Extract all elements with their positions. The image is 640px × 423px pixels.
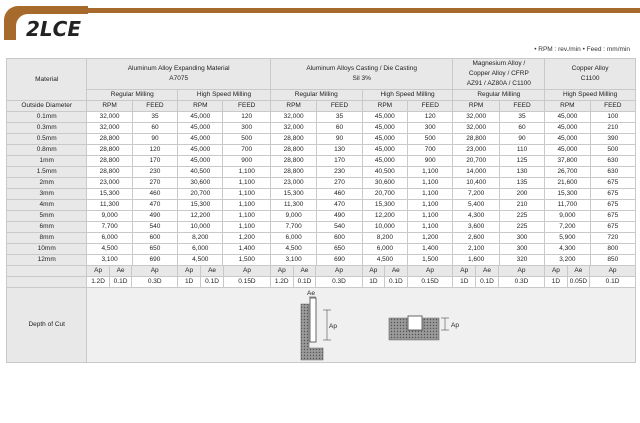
table-row [7, 200, 636, 211]
ae-label: Ae [307, 290, 316, 297]
outside-diameter-label: Outside Diameter [7, 101, 87, 112]
rpm-header: RPM [87, 101, 132, 112]
value-cell: 32,000 [453, 123, 499, 134]
value-cell: 300 [499, 233, 544, 244]
diameter-cell: 4mm [7, 200, 87, 211]
value-cell: 60 [499, 123, 544, 134]
value-cell: 6,000 [87, 233, 132, 244]
mode-header-row [7, 90, 636, 101]
value-cell: 2,600 [453, 233, 499, 244]
value-cell: 900 [223, 156, 270, 167]
depth-value: Ap [453, 266, 476, 276]
value-cell: 15,300 [362, 200, 407, 211]
value-cell: 460 [132, 189, 177, 200]
value-cell: 1,100 [408, 189, 453, 200]
depth-of-cut-diagram [87, 288, 635, 362]
value-cell: 12,200 [362, 211, 407, 222]
value-cell: 1,100 [223, 211, 270, 222]
value-cell: 45,000 [362, 112, 407, 123]
value-cell: 390 [590, 134, 635, 145]
table-row [7, 167, 636, 178]
table-row [7, 244, 636, 255]
value-cell: 130 [317, 145, 362, 156]
value-cell: 130 [499, 167, 544, 178]
value-cell: 20,700 [178, 189, 223, 200]
value-cell: 4,300 [453, 211, 499, 222]
feed-header: FEED [317, 101, 362, 112]
value-cell: 1,100 [408, 211, 453, 222]
depth-value: 0.3D [332, 278, 346, 285]
side-milling-icon [301, 297, 331, 360]
value-cell: 270 [132, 178, 177, 189]
value-cell: 500 [590, 145, 635, 156]
depth-group-cell [362, 277, 453, 288]
material-header-4: Copper Alloy C1100 [545, 59, 636, 90]
value-cell: 500 [223, 134, 270, 145]
value-cell: 3,100 [87, 255, 132, 266]
brand-bar [30, 8, 640, 13]
depth-group-cell [87, 266, 178, 277]
value-cell: 45,000 [545, 123, 590, 134]
value-cell: 1,600 [453, 255, 499, 266]
value-cell: 35 [499, 112, 544, 123]
depth-value: 1D [545, 277, 567, 287]
value-cell: 1,100 [408, 200, 453, 211]
value-cell: 100 [590, 112, 635, 123]
value-cell: 15,300 [178, 200, 223, 211]
value-cell: 675 [590, 189, 635, 200]
mode-regular: Regular Milling [270, 90, 362, 101]
value-cell: 10,400 [453, 178, 499, 189]
value-cell: 1,200 [408, 233, 453, 244]
depth-value: Ap [517, 267, 526, 274]
value-cell: 28,800 [87, 145, 132, 156]
value-cell: 3,200 [545, 255, 590, 266]
depth-group-cell [178, 277, 271, 288]
value-cell: 135 [499, 178, 544, 189]
rpm-header: RPM [453, 101, 499, 112]
table-row [7, 211, 636, 222]
value-cell: 600 [317, 233, 362, 244]
value-cell: 45,000 [362, 156, 407, 167]
value-cell: 45,000 [178, 123, 223, 134]
value-cell: 32,000 [453, 112, 499, 123]
mode-regular: Regular Milling [87, 90, 178, 101]
depth-value: Ae [294, 266, 317, 276]
diameter-cell: 6mm [7, 222, 87, 233]
depth-value: 0.1D [110, 277, 132, 287]
value-cell: 7,200 [545, 222, 590, 233]
table-row [7, 112, 636, 123]
value-cell: 7,200 [453, 189, 499, 200]
value-cell: 170 [317, 156, 362, 167]
value-cell: 4,500 [178, 255, 223, 266]
depth-value: 0.15D [421, 278, 439, 285]
value-cell: 675 [590, 211, 635, 222]
value-cell: 675 [590, 200, 635, 211]
value-cell: 300 [499, 244, 544, 255]
diameter-cell: 8mm [7, 233, 87, 244]
depth-group-cell [87, 277, 178, 288]
value-cell: 210 [590, 123, 635, 134]
value-cell: 6,000 [270, 233, 316, 244]
value-cell: 23,000 [270, 178, 316, 189]
value-cell: 200 [499, 189, 544, 200]
value-cell: 700 [408, 145, 453, 156]
diameter-cell: 0.5mm [7, 134, 87, 145]
value-cell: 675 [590, 178, 635, 189]
value-cell: 690 [317, 255, 362, 266]
depth-group-cell [545, 266, 636, 277]
diameter-cell: 2mm [7, 178, 87, 189]
value-cell: 800 [590, 244, 635, 255]
depth-value: 1.2D [87, 277, 109, 287]
value-cell: 1,400 [408, 244, 453, 255]
value-cell: 650 [317, 244, 362, 255]
value-cell: 1,100 [223, 178, 270, 189]
depth-of-cut-label: Depth of Cut [7, 288, 87, 363]
value-cell: 225 [499, 211, 544, 222]
depth-value: Ae [385, 266, 407, 276]
mode-high-speed: High Speed Milling [545, 90, 636, 101]
value-cell: 32,000 [87, 112, 132, 123]
value-cell: 15,300 [270, 189, 316, 200]
ap-label: Ap [329, 323, 338, 330]
value-cell: 90 [317, 134, 362, 145]
value-cell: 1,200 [223, 233, 270, 244]
depth-value: 0.3D [147, 278, 162, 285]
value-cell: 23,000 [453, 145, 499, 156]
depth-group-cell [270, 266, 362, 277]
depth-value: 0.1D [605, 278, 620, 285]
value-cell: 1,500 [223, 255, 270, 266]
value-cell: 21,600 [545, 178, 590, 189]
value-cell: 125 [499, 156, 544, 167]
value-cell: 15,300 [87, 189, 132, 200]
value-cell: 2,100 [453, 244, 499, 255]
table-row [7, 189, 636, 200]
value-cell: 37,800 [545, 156, 590, 167]
feed-header: FEED [408, 101, 453, 112]
value-cell: 490 [132, 211, 177, 222]
slot-milling-icon [389, 316, 449, 340]
value-cell: 12,200 [178, 211, 223, 222]
value-cell: 630 [590, 167, 635, 178]
depth-value: Ap [426, 267, 434, 274]
value-cell: 32,000 [87, 123, 132, 134]
value-cell: 45,000 [178, 156, 223, 167]
depth-value: Ae [568, 266, 590, 276]
ap-ae-header-row [7, 266, 636, 277]
sub-header-row [7, 101, 636, 112]
value-cell: 225 [499, 222, 544, 233]
blank-cell [7, 266, 87, 277]
value-cell: 45,000 [178, 145, 223, 156]
page-title: 2LCE [26, 17, 81, 41]
table-row [7, 233, 636, 244]
table-row [7, 145, 636, 156]
depth-group-cell [362, 266, 453, 277]
depth-group-cell [270, 277, 362, 288]
rpm-header: RPM [270, 101, 316, 112]
diameter-cell: 12mm [7, 255, 87, 266]
value-cell: 4,500 [362, 255, 407, 266]
depth-value: 0.15D [238, 278, 256, 285]
value-cell: 540 [317, 222, 362, 233]
value-cell: 6,000 [362, 244, 407, 255]
depth-value: 0.1D [294, 277, 317, 287]
value-cell: 28,800 [87, 134, 132, 145]
value-cell: 45,000 [362, 123, 407, 134]
value-cell: 10,000 [178, 222, 223, 233]
value-cell: 700 [223, 145, 270, 156]
value-cell: 45,000 [178, 112, 223, 123]
depth-value: 0.05D [568, 277, 590, 287]
value-cell: 650 [132, 244, 177, 255]
value-cell: 35 [132, 112, 177, 123]
value-cell: 4,300 [545, 244, 590, 255]
ap-label: Ap [451, 322, 460, 329]
depth-value: Ap [545, 266, 567, 276]
diameter-cell: 0.1mm [7, 112, 87, 123]
value-cell: 1,500 [408, 255, 453, 266]
depth-value: 1D [453, 277, 476, 287]
depth-value: 1D [363, 277, 385, 287]
value-cell: 28,800 [453, 134, 499, 145]
depth-value: 0.1D [385, 277, 407, 287]
depth-value: Ap [271, 266, 294, 276]
value-cell: 270 [317, 178, 362, 189]
cutting-conditions-table [6, 58, 636, 363]
rpm-header: RPM [362, 101, 407, 112]
value-cell: 1,100 [223, 222, 270, 233]
value-cell: 9,000 [545, 211, 590, 222]
value-cell: 90 [499, 134, 544, 145]
value-cell: 45,000 [362, 134, 407, 145]
value-cell: 32,000 [270, 123, 316, 134]
mode-high-speed: High Speed Milling [362, 90, 453, 101]
depth-group-cell [453, 266, 545, 277]
value-cell: 470 [132, 200, 177, 211]
value-cell: 60 [317, 123, 362, 134]
depth-value: Ap [178, 266, 201, 276]
value-cell: 230 [132, 167, 177, 178]
depth-value: Ap [363, 266, 385, 276]
depth-group-cell [545, 277, 636, 288]
value-cell: 900 [408, 156, 453, 167]
value-cell: 600 [132, 233, 177, 244]
value-cell: 20,700 [453, 156, 499, 167]
value-cell: 45,000 [362, 145, 407, 156]
value-cell: 28,800 [270, 156, 316, 167]
diameter-cell: 1mm [7, 156, 87, 167]
value-cell: 4,500 [87, 244, 132, 255]
diagram-wrap [87, 288, 635, 362]
value-cell: 23,000 [87, 178, 132, 189]
depth-value: Ap [608, 267, 617, 274]
depth-diagram-cell [87, 288, 636, 363]
diameter-cell: 1.5mm [7, 167, 87, 178]
value-cell: 32,000 [270, 112, 316, 123]
value-cell: 120 [408, 112, 453, 123]
table-row [7, 255, 636, 266]
value-cell: 26,700 [545, 167, 590, 178]
value-cell: 1,100 [408, 167, 453, 178]
value-cell: 30,600 [178, 178, 223, 189]
value-cell: 540 [132, 222, 177, 233]
depth-value: Ae [201, 266, 224, 276]
diameter-cell: 0.3mm [7, 123, 87, 134]
value-cell: 110 [499, 145, 544, 156]
value-cell: 1,100 [223, 189, 270, 200]
value-cell: 7,700 [270, 222, 316, 233]
diameter-cell: 0.8mm [7, 145, 87, 156]
value-cell: 300 [408, 123, 453, 134]
value-cell: 470 [317, 200, 362, 211]
material-header-1: Aluminum Alloy Expanding Material A7075 [87, 59, 271, 90]
value-cell: 720 [590, 233, 635, 244]
value-cell: 3,600 [453, 222, 499, 233]
value-cell: 30,600 [362, 178, 407, 189]
feed-header: FEED [132, 101, 177, 112]
diameter-cell: 5mm [7, 211, 87, 222]
value-cell: 15,300 [545, 189, 590, 200]
depth-value: Ap [150, 267, 159, 274]
depth-value: Ap [335, 267, 343, 274]
value-cell: 40,500 [178, 167, 223, 178]
value-cell: 1,100 [223, 167, 270, 178]
value-cell: 40,500 [362, 167, 407, 178]
value-cell: 3,100 [270, 255, 316, 266]
value-cell: 460 [317, 189, 362, 200]
value-cell: 45,000 [545, 134, 590, 145]
depth-value: Ae [476, 266, 499, 276]
depth-of-cut-row [7, 288, 636, 363]
depth-value: 1.2D [271, 277, 294, 287]
blank-cell [7, 277, 87, 288]
depth-group-cell [453, 277, 545, 288]
material-header-2: Aluminum Alloys Casting / Die Casting Sil 3% [270, 59, 453, 90]
rpm-header: RPM [178, 101, 223, 112]
value-cell: 630 [590, 156, 635, 167]
value-cell: 1,400 [223, 244, 270, 255]
depth-value: Ap [87, 266, 109, 276]
value-cell: 11,300 [270, 200, 316, 211]
value-cell: 5,900 [545, 233, 590, 244]
depth-value: 1D [178, 277, 201, 287]
value-cell: 9,000 [270, 211, 316, 222]
table-row [7, 178, 636, 189]
ap-ae-value-row [7, 277, 636, 288]
value-cell: 1,100 [408, 178, 453, 189]
material-label: Material [7, 59, 87, 101]
table-row [7, 123, 636, 134]
depth-value: 0.1D [476, 277, 499, 287]
value-cell: 11,300 [87, 200, 132, 211]
rpm-header: RPM [545, 101, 590, 112]
mode-high-speed: High Speed Milling [178, 90, 271, 101]
value-cell: 20,700 [362, 189, 407, 200]
material-header-3: Magnesium Alloy / Copper Alloy / CFRP AZ91 / AZ80A / C1100 [453, 59, 545, 90]
value-cell: 28,800 [87, 156, 132, 167]
table-row [7, 156, 636, 167]
value-cell: 45,000 [178, 134, 223, 145]
value-cell: 230 [317, 167, 362, 178]
value-cell: 14,000 [453, 167, 499, 178]
value-cell: 10,000 [362, 222, 407, 233]
value-cell: 6,000 [178, 244, 223, 255]
value-cell: 1,100 [408, 222, 453, 233]
value-cell: 28,800 [270, 145, 316, 156]
value-cell: 11,700 [545, 200, 590, 211]
table-row [7, 222, 636, 233]
value-cell: 210 [499, 200, 544, 211]
value-cell: 5,400 [453, 200, 499, 211]
value-cell: 35 [317, 112, 362, 123]
depth-value: 0.1D [201, 277, 224, 287]
value-cell: 8,200 [362, 233, 407, 244]
depth-group-cell [178, 266, 271, 277]
depth-value: 0.3D [514, 278, 529, 285]
value-cell: 490 [317, 211, 362, 222]
brand-header [0, 0, 640, 44]
value-cell: 120 [132, 145, 177, 156]
value-cell: 690 [132, 255, 177, 266]
feed-header: FEED [499, 101, 544, 112]
table-row [7, 134, 636, 145]
diameter-cell: 10mm [7, 244, 87, 255]
value-cell: 300 [223, 123, 270, 134]
units-note: • RPM : rev./min • Feed : mm/min [534, 46, 630, 53]
value-cell: 28,800 [87, 167, 132, 178]
depth-value: Ae [110, 266, 132, 276]
value-cell: 28,800 [270, 134, 316, 145]
feed-header: FEED [223, 101, 270, 112]
value-cell: 8,200 [178, 233, 223, 244]
value-cell: 60 [132, 123, 177, 134]
value-cell: 90 [132, 134, 177, 145]
value-cell: 9,000 [87, 211, 132, 222]
value-cell: 675 [590, 222, 635, 233]
value-cell: 4,500 [270, 244, 316, 255]
value-cell: 45,000 [545, 112, 590, 123]
value-cell: 170 [132, 156, 177, 167]
value-cell: 1,100 [223, 200, 270, 211]
value-cell: 7,700 [87, 222, 132, 233]
material-header-row [7, 59, 636, 90]
value-cell: 45,000 [545, 145, 590, 156]
value-cell: 320 [499, 255, 544, 266]
value-cell: 850 [590, 255, 635, 266]
value-cell: 28,800 [270, 167, 316, 178]
mode-regular: Regular Milling [453, 90, 545, 101]
depth-value: Ap [242, 267, 251, 274]
value-cell: 120 [223, 112, 270, 123]
value-cell: 500 [408, 134, 453, 145]
feed-header: FEED [590, 101, 635, 112]
diameter-cell: 3mm [7, 189, 87, 200]
